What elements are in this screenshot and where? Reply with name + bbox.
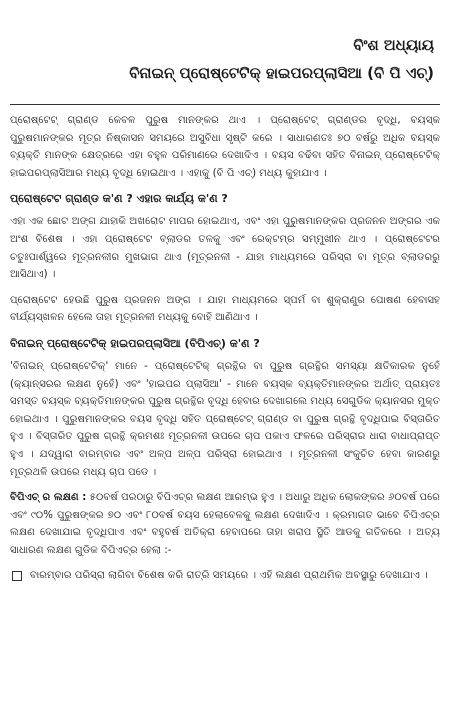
symptoms-paragraph bbox=[10, 489, 440, 559]
symptom-bullet-text: ବାରମ୍ବାର ପରିସ୍ରା ଲାଗିବା ବିଶେଷ କରି ରାତ୍ରି ସମୟରେ । ଏହି ଲକ୍ଷଣ ପ୍ରାଥମିକ ଅବସ୍ଥାରୁ ଦେଖାଯାଏ । bbox=[30, 570, 428, 582]
prostate-paragraph-1: ଏହା ଏକ ଛୋଟ ଅଙ୍ଗ ଯାହାକି ଅଖରୋଟ ମାପର ହୋଇଥାଏ, ଏବଂ ଏହା ପୁରୁଷମାନଙ୍କର ପ୍ରଜନନ ଅଙ୍ଗର ଏକ ଅଂଶ ବିଶେଷ । ଏହା ପ୍ରୋଷ୍ଟେଟ ବ୍ଲାଡର ତଳକୁ ଏବଂ ରେକ୍ଟମ୍ର ସମ୍ମୁଖୀନ ଥାଏ । ପ୍ରୋଷ୍ଟେଟର ଚତୁଃପାର୍ଶ୍ୱରେ ମୂତ୍ରନଳୀର ମୁଖଭାଗ ଥାଏ (ମୂତ୍ରନଳୀ - ଯାହା ମାଧ୍ୟମରେ ପରିସ୍ରା ବା ମୂତ୍ର ବ୍ଲାଡରରୁ ଆସିଥାଏ) । bbox=[10, 216, 440, 281]
symptom-list-item bbox=[10, 567, 440, 585]
chapter-title: ବିନାଇନ୍ ପ୍ରୋଷ୍ଟେଟିକ୍ ହାଇପରପ୍ଲାସିଆ (ବି ପି ଏଚ୍) bbox=[129, 64, 434, 82]
prostate-paragraph-2: ପ୍ରୋଷ୍ଟେଟ ହେଉଛି ପୁରୁଷ ପ୍ରଜନନ ଅଙ୍ଗ । ଯାହା ମାଧ୍ୟମରେ ସ୍ପର୍ମ ବା ଶୁକ୍ରାଣୁର ପୋଷଣ ହେବାସହ ବୀର୍ଯ୍ୟସ୍ଖଳନ ହେଲେ ତାହା ମୂତ୍ରନଳୀ ମଧ୍ୟକୁ ବୋହି ଆଣିଥାଏ । bbox=[10, 294, 440, 324]
section-heading-prostate: ପ୍ରୋଷ୍ଟେଟ ଗ୍ରାଣ୍ଡ କ'ଣ ? ଏହାର କାର୍ଯ୍ୟ କ'ଣ ? bbox=[10, 192, 228, 206]
symptoms-text: ୫୦ବର୍ଷ ପରଠାରୁ ବିପିଏଚ୍ର ଲକ୍ଷଣ ଆରମ୍ଭ ହୁଏ । ଅଧାରୁ ଅଧିକ ଲୋକଙ୍କର ୬୦ବର୍ଷ ପରେ ଏବଂ ୯୦% ପୁରୁଷଙ୍କର ୭୦ ଏବଂ ୮୦ବର୍ଷ ବୟସ ହେଲାବେଳକୁ ଲକ୍ଷଣ ଦେଖାଦିଏ । କ୍ରମାଗତ ଭାବେ ବିପିଏଚ୍ର ଲକ୍ଷଣ ଦେଖାଯାଇ ବୃଦ୍ଧିପାଏ ଏବଂ ବହୁବର୍ଷ ଅତିକ୍ରା ହେବାପରେ ତାହା ଖରାପ ସ୍ଥିତି ଆଡକୁ ଗତିକରେ । ଅତ୍ୟ ସାଧାରଣ ଲକ୍ଷଣ ଗୁଡିକ ବିପିଏଚ୍ର ହେଲା :- bbox=[10, 492, 440, 556]
symptoms-label: ବିପିଏଚ୍ ର ଲକ୍ଷଣ : bbox=[10, 492, 87, 504]
document-body bbox=[10, 112, 440, 585]
intro-paragraph: ପ୍ରୋଷ୍ଟେଟ୍ ଗ୍ରାଣ୍ଡ କେବଳ ପୁରୁଷ ମାନଙ୍କର ଥାଏ । ପ୍ରୋଷ୍ଟେଟ୍ ଗ୍ରାଣ୍ଡର ବୃଦ୍ଧି, ବୟସ୍କ ପୁରୁଷମାନଙ୍କର ମୂତ୍ର ନିଷ୍କାସନ ସମୟରେ ଅସୁବିଧା ସୃଷ୍ଟି କରେ । ସାଧାରଣତଃ ୭୦ ବର୍ଷରୁ ଅଧିକ ବୟସ୍କ ବ୍ୟକ୍ତି ମାନଙ୍କ କ୍ଷେତ୍ରରେ ଏହା ବହୁଳ ପରିମାଣରେ ଦେଖାଦିଏ । ବୟସ ବଢିବା ସହିତ ବିନାଇନ୍ ପ୍ରୋଷ୍ଟେଟିକ୍ ହାଇପରପ୍ଲାସିଆର ମଧ୍ୟ ବୃଦ୍ଧି ହୋଇଥାଏ । ଏହାକୁ (ବି ପି ଏଚ୍) ମଧ୍ୟ କୁହାଯାଏ । bbox=[10, 115, 440, 179]
section-heading-bph: ବିନାଇନ୍ ପ୍ରୋଷ୍ଟେଟିକ୍ ହାଇପରପ୍ଲାସିଆ (ବିପିଏଚ୍) କ'ଣ ? bbox=[10, 336, 260, 350]
header-divider bbox=[10, 104, 440, 105]
chapter-number: ବିଂଶ ଅଧ୍ୟାୟ bbox=[353, 36, 434, 54]
checkbox-bullet-icon bbox=[12, 571, 22, 581]
chapter-header bbox=[0, 0, 450, 104]
bph-paragraph: 'ବିନାଇନ୍ ପ୍ରୋଷ୍ଟେଟିକ୍' ମାନେ - ପ୍ରୋଷ୍ଟେଟିକ୍ ଗ୍ରନ୍ଥିର ବା ପୁରୁଷ ଗ୍ରନ୍ଥିର ସମସ୍ୟା କ୍ଷତିକାରକ ନୁହେଁ (କ୍ୟାନ୍ସରର ଲକ୍ଷଣ ନୁହେଁ) ଏବଂ 'ହାଇପର ପ୍ଲାସିଆ' - ମାନେ ବୟସ୍କ ବ୍ୟକ୍ତିମାନଙ୍କର ଅର୍ଥାତ୍ ପ୍ରାୟତଃ ସମସ୍ତ ବୟସ୍କ ବ୍ୟକ୍ତିମାନଙ୍କର ପୁରୁଷ ଗ୍ରନ୍ଥିର ବୃଦ୍ଧି ହେବାର ଦେଖାଗଲେ ମଧ୍ୟ ସେଗୁଡିକ କ୍ୟାନସର ମୁକ୍ତ ହୋଇଥାଏ । ପୁରୁଷମାନଙ୍କର ବୟସ ବୃଦ୍ଧି ସହିତ ପ୍ରୋଷ୍ଟେଟ୍ ଗ୍ରାଣ୍ଡ ବା ପୁରୁଷ ଗ୍ରନ୍ଥି ବୃଦ୍ଧିପାଇ ବିସ୍ତାରିତ ହୁଏ । ବିସ୍ତାରିତ ପୁରୁଷ ଗ୍ରନ୍ଥି କ୍ରମଶଃ ମୂତ୍ରନଳୀ ଉପରେ ଚାପ ପକାଏ ଫଳରେ ପରିସ୍ରାର ଧାରା ବାଧାପ୍ରାପ୍ତ ହୁଏ । ଯଦ୍ୱାରା ବାରମ୍ବାର ଏବଂ ଅଳ୍ପ ଅଳ୍ପ ପରିସ୍ରା ହୋଇଥାଏ । ମୂତ୍ରନଳୀ ସଂକୁଚିତ ହେବା କାରଣରୁ ମୂତ୍ରଥଳି ଉପରେ ମଧ୍ୟ ଚାପ ପଡେ । bbox=[10, 360, 440, 478]
